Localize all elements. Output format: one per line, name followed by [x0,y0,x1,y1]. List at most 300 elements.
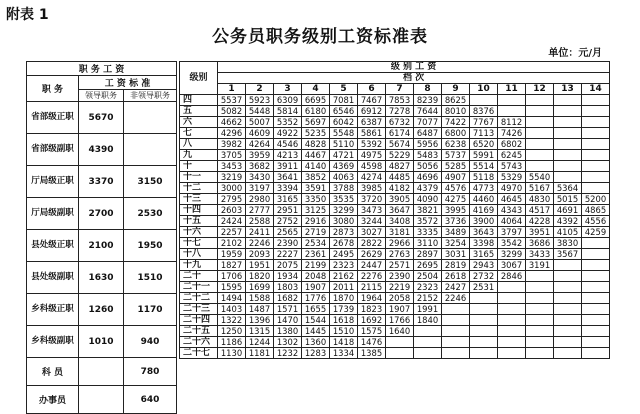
salary-value-cell [442,326,470,337]
salary-value-cell: 3408 [386,216,414,227]
salary-value-cell: 2246 [246,238,274,249]
salary-value-cell: 3736 [442,216,470,227]
salary-value-cell: 2495 [330,249,358,260]
salary-value-cell: 6174 [386,128,414,139]
level-row [180,216,610,227]
salary-value-cell: 5118 [470,172,498,183]
salary-value-cell: 2819 [442,260,470,271]
level-name-cell: 二十一 [180,282,218,293]
grade-number-header: 13 [554,84,582,95]
salary-value-cell: 5743 [498,161,526,172]
salary-value-cell: 5483 [414,150,442,161]
salary-value-cell: 1682 [274,293,302,304]
salary-value-cell: 3788 [330,183,358,194]
salary-value-cell: 3067 [498,260,526,271]
salary-value-cell: 2571 [386,260,414,271]
salary-value-cell: 2115 [358,282,386,293]
salary-value-cell: 7422 [442,117,470,128]
position-leader-cell: 4390 [79,134,124,166]
salary-value-cell: 6042 [330,117,358,128]
level-salary-header: 级 别 工 资 [218,62,610,73]
level-row [180,260,610,271]
salary-value-cell: 5082 [218,106,246,117]
salary-value-cell: 7853 [386,95,414,106]
level-row [180,128,610,139]
salary-value-cell [526,304,554,315]
salary-value-cell: 2951 [274,205,302,216]
salary-value-cell: 4259 [582,227,610,238]
salary-value-cell: 1487 [246,304,274,315]
salary-value-cell: 3110 [414,238,442,249]
salary-value-cell: 3900 [470,216,498,227]
position-name-cell: 县处级副职 [27,262,79,294]
salary-value-cell: 2427 [442,282,470,293]
position-name-cell: 乡科级副职 [27,326,79,358]
salary-value-cell: 4213 [274,150,302,161]
position-leader-cell: 1630 [79,262,124,294]
salary-value-cell: 1820 [246,271,274,282]
level-name-cell: 二十七 [180,348,218,359]
salary-value-cell: 1186 [218,337,246,348]
salary-value-cell: 1959 [218,249,246,260]
salary-value-cell [526,315,554,326]
salary-value-cell [554,326,582,337]
salary-value-cell: 7644 [414,106,442,117]
salary-value-cell [498,315,526,326]
salary-value-cell: 4828 [302,139,330,150]
salary-value-cell [498,348,526,359]
salary-value-cell: 2565 [274,227,302,238]
salary-value-cell: 1510 [330,326,358,337]
salary-value-cell: 5956 [414,139,442,150]
level-row [180,282,610,293]
salary-value-cell: 6802 [498,139,526,150]
salary-value-cell: 1283 [302,348,330,359]
level-row [180,304,610,315]
salary-value-cell: 1385 [358,348,386,359]
salary-value-cell [582,304,610,315]
salary-value-cell: 2058 [386,293,414,304]
salary-value-cell: 5235 [302,128,330,139]
level-name-cell: 二十六 [180,337,218,348]
salary-value-cell: 7113 [470,128,498,139]
salary-value-cell: 1396 [246,315,274,326]
salary-value-cell: 1250 [218,326,246,337]
salary-value-cell: 1776 [302,293,330,304]
salary-value-cell [498,282,526,293]
salary-value-cell: 1494 [218,293,246,304]
salary-value-cell [582,249,610,260]
grade-number-header: 3 [274,84,302,95]
salary-value-cell: 2504 [414,271,442,282]
salary-value-cell: 4609 [246,128,274,139]
position-leader-cell [79,358,124,386]
salary-value-cell: 1655 [302,304,330,315]
salary-value-cell: 2752 [274,216,302,227]
salary-value-cell: 2390 [386,271,414,282]
salary-value-cell: 4645 [498,194,526,205]
salary-value-cell: 5007 [246,117,274,128]
grade-number-header: 7 [386,84,414,95]
level-row [180,227,610,238]
position-nonleader-cell: 3150 [124,166,177,198]
salary-value-cell: 3821 [414,205,442,216]
salary-value-cell [554,95,582,106]
salary-value-cell: 3951 [526,227,554,238]
salary-value-cell: 1403 [218,304,246,315]
salary-value-cell: 6180 [302,106,330,117]
salary-value-cell: 1823 [358,304,386,315]
salary-value-cell [526,337,554,348]
grade-number-header: 11 [498,84,526,95]
salary-value-cell: 1907 [386,304,414,315]
salary-value-cell: 4696 [414,172,442,183]
salary-value-cell [386,348,414,359]
level-row [180,249,610,260]
position-salary-table [26,61,177,414]
salary-value-cell: 5015 [554,194,582,205]
salary-value-cell [526,271,554,282]
position-name-cell: 县处级正职 [27,230,79,262]
salary-value-cell [414,326,442,337]
salary-value-cell: 3191 [526,260,554,271]
level-row [180,348,610,359]
salary-value-cell: 2763 [386,249,414,260]
salary-value-cell: 4691 [554,205,582,216]
salary-value-cell: 6238 [442,139,470,150]
salary-value-cell [582,95,610,106]
salary-value-cell [554,260,582,271]
salary-value-cell: 2093 [246,249,274,260]
position-nonleader-cell [124,102,177,134]
salary-value-cell: 1322 [218,315,246,326]
grade-number-header: 5 [330,84,358,95]
salary-value-cell: 1692 [358,315,386,326]
salary-value-cell: 3027 [358,227,386,238]
salary-value-cell: 3830 [554,238,582,249]
salary-value-cell: 2980 [246,194,274,205]
salary-value-cell: 3125 [302,205,330,216]
salary-value-cell: 3542 [498,238,526,249]
salary-value-cell: 5167 [526,183,554,194]
level-row [180,117,610,128]
salary-value-cell [470,293,498,304]
grade-number-header: 2 [246,84,274,95]
salary-value-cell [554,282,582,293]
salary-value-cell: 2411 [246,227,274,238]
position-nonleader-cell: 780 [124,358,177,386]
position-row [27,262,177,294]
salary-value-cell [526,95,554,106]
level-row [180,172,610,183]
salary-value-cell: 4662 [218,117,246,128]
position-name-cell: 厅局级副职 [27,198,79,230]
level-name-cell: 十四 [180,205,218,216]
salary-value-cell [582,282,610,293]
level-row [180,271,610,282]
salary-value-cell: 1544 [302,315,330,326]
level-row [180,337,610,348]
level-name-cell: 四 [180,95,218,106]
salary-value-cell [582,183,610,194]
salary-value-cell: 5540 [526,172,554,183]
level-name-cell: 七 [180,128,218,139]
salary-value-cell [582,238,610,249]
level-name-cell: 二十五 [180,326,218,337]
salary-value-cell: 5352 [274,117,302,128]
position-column-header: 职 务 [27,76,79,102]
salary-value-cell: 1575 [358,326,386,337]
salary-value-cell [582,293,610,304]
salary-value-cell [582,117,610,128]
salary-value-cell: 4105 [554,227,582,238]
salary-value-cell: 3473 [358,205,386,216]
salary-value-cell [582,139,610,150]
salary-value-cell: 4576 [442,183,470,194]
page-title: 公务员职务级别工资标准表 [212,27,428,47]
level-row [180,293,610,304]
salary-value-cell: 5392 [358,139,386,150]
salary-value-cell: 1595 [218,282,246,293]
salary-value-cell: 3682 [246,161,274,172]
salary-value-cell: 2323 [414,282,442,293]
salary-value-cell [582,106,610,117]
salary-value-cell: 5110 [330,139,358,150]
salary-value-cell [582,271,610,282]
salary-value-cell: 1360 [302,337,330,348]
salary-value-cell [554,304,582,315]
level-name-cell: 十六 [180,227,218,238]
level-row [180,205,610,216]
grade-number-header: 4 [302,84,330,95]
salary-value-cell: 3720 [358,194,386,205]
salary-value-cell: 1334 [330,348,358,359]
salary-value-cell: 1476 [358,337,386,348]
salary-value-cell: 5697 [302,117,330,128]
salary-value-cell [470,315,498,326]
salary-value-cell: 1470 [274,315,302,326]
salary-value-cell: 3430 [246,172,274,183]
salary-value-cell: 3686 [526,238,554,249]
salary-value-cell: 1934 [274,271,302,282]
salary-value-cell: 4228 [526,216,554,227]
salary-value-cell: 8010 [442,106,470,117]
level-name-cell: 五 [180,106,218,117]
salary-value-cell: 1964 [358,293,386,304]
level-name-cell: 十一 [180,172,218,183]
level-row [180,315,610,326]
salary-value-cell: 1827 [218,260,246,271]
salary-value-cell [582,128,610,139]
salary-value-cell: 4907 [442,172,470,183]
salary-value-cell: 1991 [414,304,442,315]
salary-value-cell: 1706 [218,271,246,282]
salary-value-cell: 7278 [386,106,414,117]
position-leader-cell: 2100 [79,230,124,262]
salary-value-cell: 3489 [442,227,470,238]
position-nonleader-cell: 640 [124,386,177,414]
grade-number-header: 8 [414,84,442,95]
salary-value-cell: 2943 [470,260,498,271]
grade-number-header: 9 [442,84,470,95]
position-nonleader-cell [124,134,177,166]
position-name-cell: 办事员 [27,386,79,414]
salary-value-cell: 2795 [218,194,246,205]
salary-value-cell [554,161,582,172]
salary-value-cell: 3433 [526,249,554,260]
salary-value-cell: 2719 [302,227,330,238]
salary-value-cell: 5737 [442,150,470,161]
salary-value-cell: 1130 [218,348,246,359]
position-row [27,198,177,230]
salary-value-cell: 5285 [442,161,470,172]
salary-value-cell: 3852 [302,172,330,183]
grade-header: 档 次 [218,73,610,84]
salary-standard-header: 工 资 标 准 [79,76,177,90]
salary-value-cell [526,106,554,117]
level-name-cell: 二十四 [180,315,218,326]
salary-value-cell: 3985 [358,183,386,194]
grade-number-header: 1 [218,84,246,95]
salary-value-cell: 4830 [526,194,554,205]
salary-value-cell: 4182 [386,183,414,194]
salary-value-cell: 6912 [358,106,386,117]
salary-value-cell [498,337,526,348]
salary-value-cell: 2588 [246,216,274,227]
salary-value-cell: 5923 [246,95,274,106]
salary-value-cell: 4467 [302,150,330,161]
position-nonleader-cell: 1950 [124,230,177,262]
salary-value-cell: 1302 [274,337,302,348]
salary-value-cell [470,326,498,337]
salary-value-cell: 5814 [274,106,302,117]
salary-value-cell [582,348,610,359]
salary-value-cell: 1418 [330,337,358,348]
salary-value-cell: 2534 [302,238,330,249]
salary-value-cell: 4485 [386,172,414,183]
position-row [27,326,177,358]
salary-value-cell: 2873 [330,227,358,238]
salary-value-cell: 5548 [330,128,358,139]
salary-value-cell: 2390 [274,238,302,249]
salary-value-cell: 3335 [414,227,442,238]
salary-value-cell: 5861 [358,128,386,139]
salary-value-cell: 1232 [274,348,302,359]
salary-value-cell: 5200 [582,194,610,205]
salary-value-cell: 3797 [498,227,526,238]
grade-number-header: 14 [582,84,610,95]
salary-value-cell: 4343 [498,205,526,216]
position-nonleader-cell: 2530 [124,198,177,230]
level-row [180,326,610,337]
salary-value-cell: 7081 [330,95,358,106]
salary-value-cell [470,348,498,359]
level-salary-table [179,61,610,359]
salary-value-cell: 3398 [470,238,498,249]
salary-value-cell: 2199 [302,260,330,271]
salary-value-cell: 1951 [246,260,274,271]
salary-value-cell: 1766 [386,315,414,326]
salary-value-cell: 1870 [330,293,358,304]
level-name-cell: 十七 [180,238,218,249]
salary-value-cell [442,304,470,315]
level-name-cell: 八 [180,139,218,150]
salary-value-cell: 6800 [442,128,470,139]
salary-value-cell: 2916 [302,216,330,227]
salary-value-cell: 2257 [218,227,246,238]
salary-value-cell: 3453 [218,161,246,172]
salary-value-cell: 3911 [274,161,302,172]
salary-value-cell: 6520 [470,139,498,150]
salary-value-cell [470,337,498,348]
salary-value-cell: 4922 [274,128,302,139]
salary-value-cell: 3219 [218,172,246,183]
salary-value-cell: 3254 [442,238,470,249]
salary-value-cell: 3705 [218,150,246,161]
salary-value-cell: 3350 [302,194,330,205]
salary-value-cell [554,337,582,348]
salary-value-cell: 3572 [414,216,442,227]
salary-value-cell: 5674 [386,139,414,150]
salary-value-cell: 1380 [274,326,302,337]
salary-value-cell: 5229 [386,150,414,161]
salary-value-cell [554,150,582,161]
salary-value-cell: 2162 [330,271,358,282]
salary-value-cell: 4296 [218,128,246,139]
level-name-cell: 二十三 [180,304,218,315]
salary-value-cell: 8112 [498,117,526,128]
salary-value-cell [442,315,470,326]
salary-value-cell [582,172,610,183]
salary-value-cell [526,117,554,128]
salary-value-cell: 4169 [470,205,498,216]
salary-value-cell: 5364 [554,183,582,194]
salary-value-cell: 2424 [218,216,246,227]
level-row [180,183,610,194]
salary-value-cell: 6245 [498,150,526,161]
grade-number-header: 10 [470,84,498,95]
salary-value-cell [414,337,442,348]
salary-value-cell: 4556 [582,216,610,227]
salary-value-cell: 5514 [470,161,498,172]
salary-value-cell: 4064 [498,216,526,227]
salary-value-cell: 3905 [386,194,414,205]
salary-value-cell: 3591 [302,183,330,194]
position-row [27,294,177,326]
salary-value-cell: 6387 [358,117,386,128]
grade-number-header: 12 [526,84,554,95]
position-nonleader-cell: 1510 [124,262,177,294]
level-name-cell: 六 [180,117,218,128]
salary-value-cell: 2048 [302,271,330,282]
position-leader-cell: 5670 [79,102,124,134]
salary-value-cell: 4546 [274,139,302,150]
salary-value-cell [554,315,582,326]
salary-value-cell [498,326,526,337]
salary-value-cell: 5991 [470,150,498,161]
nonleader-column-header: 非领导职务 [124,90,177,102]
level-name-cell: 十三 [180,194,218,205]
salary-value-cell: 4975 [358,150,386,161]
salary-value-cell: 2447 [358,260,386,271]
salary-value-cell: 4865 [582,205,610,216]
salary-value-cell: 2531 [470,282,498,293]
level-name-cell: 十 [180,161,218,172]
salary-value-cell: 2678 [330,238,358,249]
salary-value-cell: 1244 [246,337,274,348]
position-name-cell: 省部级正职 [27,102,79,134]
position-row [27,134,177,166]
